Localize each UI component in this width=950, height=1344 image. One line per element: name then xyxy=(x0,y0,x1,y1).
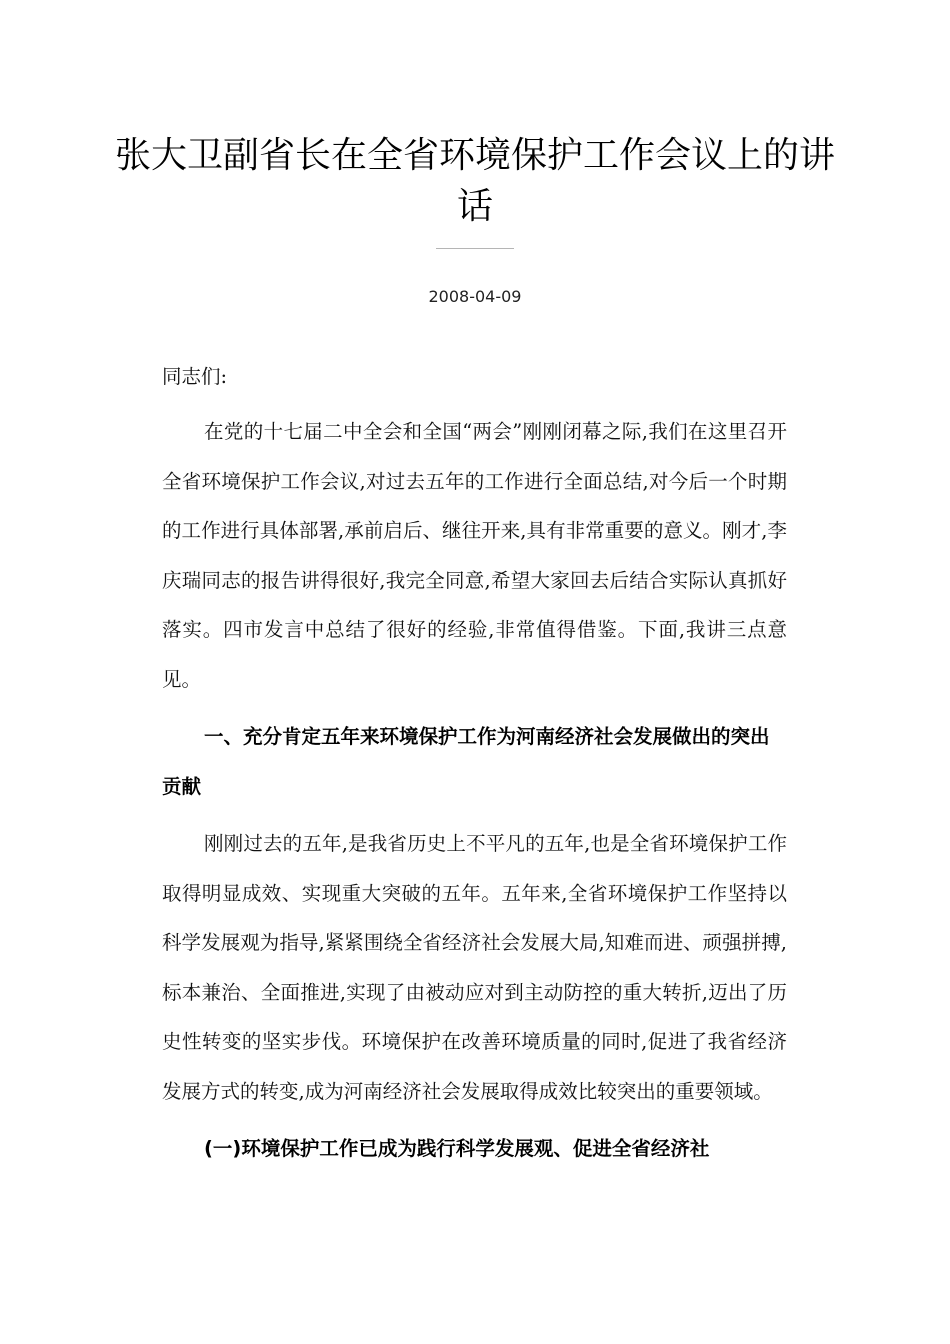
document-title: 张大卫副省长在全省环境保护工作会议上的讲话 xyxy=(114,135,835,227)
subsection-heading-1: (一)环境保护工作已成为践行科学发展观、促进全省经济社 xyxy=(204,1137,710,1160)
paragraph-section-1: 刚刚过去的五年,是我省历史上不平凡的五年,也是全省环境保护工作取得明显成效、实现重大突破的五年。五年来,全省环境保护工作坚持以科学发展观为指导,紧紧围绕全省经济社会发展大局,知难而进、顽强拼搏,标本兼治、全面推进,实现了由被动应对到主动防控的重大转折,迈出了历史性转变的坚实步伐。环境保护在改善环境质量的同时,促进了我省经济发展方式的转变,成为河南经济社会发展取得成效比较突出的重要领域。 xyxy=(162,832,787,1103)
document-body xyxy=(162,357,787,1182)
title-divider xyxy=(436,248,514,249)
salutation: 同志们: xyxy=(162,365,228,388)
document-date: 2008-04-09 xyxy=(428,287,522,306)
section-heading-1: 一、充分肯定五年来环境保护工作为河南经济社会发展做出的突出贡献 xyxy=(162,725,770,798)
paragraph-opening: 在党的十七届二中全会和全国“两会”刚刚闭幕之际,我们在这里召开全省环境保护工作会议,对过去五年的工作进行全面总结,对今后一个时期的工作进行具体部署,承前启后、继往开来,具有非常重要的意义。刚才,李庆瑞同志的报告讲得很好,我完全同意,希望大家回去后结合实际认真抓好落实。四市发言中总结了很好的经验,非常值得借鉴。下面,我讲三点意见。 xyxy=(162,420,787,691)
